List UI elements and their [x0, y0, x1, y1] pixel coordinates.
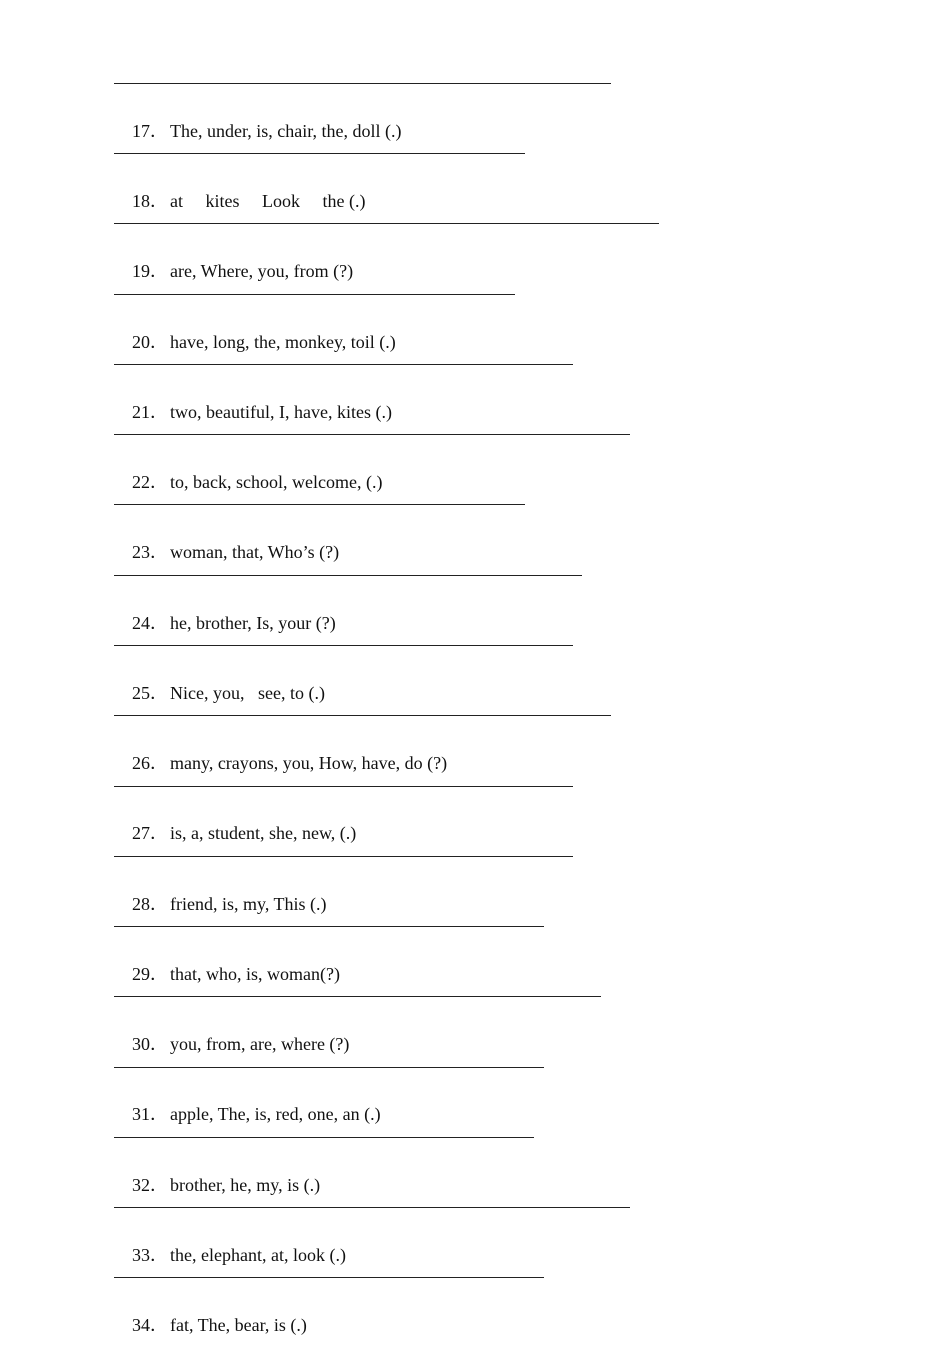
question-prompt: Nice, you, see, to (.) — [170, 683, 325, 703]
answer-line-26[interactable] — [114, 786, 573, 787]
answer-line-33[interactable] — [114, 1277, 544, 1278]
question-prompt: you, from, are, where (?) — [170, 1034, 350, 1054]
question-prompt: apple, The, is, red, one, an (.) — [170, 1104, 381, 1124]
question-number: 29． — [132, 964, 168, 984]
question-number: 21． — [132, 402, 168, 422]
answer-line[interactable] — [114, 83, 611, 84]
question-prompt: is, a, student, she, new, (.) — [170, 823, 357, 843]
answer-line-28[interactable] — [114, 926, 544, 927]
question-prompt: friend, is, my, This (.) — [170, 894, 327, 914]
question-number: 20． — [132, 332, 168, 352]
question-prompt: have, long, the, monkey, toil (.) — [170, 332, 396, 352]
answer-line-18[interactable] — [114, 223, 659, 224]
question-prompt: that, who, is, woman(?) — [170, 964, 340, 984]
question-17 — [114, 98, 402, 164]
question-18 — [114, 168, 365, 234]
answer-line-31[interactable] — [114, 1137, 534, 1138]
question-number: 27． — [132, 823, 168, 843]
question-34 — [114, 1292, 307, 1358]
question-number: 23． — [132, 542, 168, 562]
question-32 — [114, 1152, 320, 1218]
answer-line-17[interactable] — [114, 153, 525, 154]
answer-line-30[interactable] — [114, 1067, 544, 1068]
answer-line-20[interactable] — [114, 364, 573, 365]
question-prompt: the, elephant, at, look (.) — [170, 1245, 346, 1265]
question-number: 18． — [132, 191, 168, 211]
question-33 — [114, 1222, 346, 1288]
question-24 — [114, 590, 336, 656]
question-number: 22． — [132, 472, 168, 492]
question-number: 17． — [132, 121, 168, 141]
question-number: 28． — [132, 894, 168, 914]
answer-line-24[interactable] — [114, 645, 573, 646]
question-number: 32． — [132, 1175, 168, 1195]
question-prompt: at kites Look the (.) — [170, 191, 366, 211]
answer-line-29[interactable] — [114, 996, 601, 997]
question-number: 25． — [132, 683, 168, 703]
question-prompt: woman, that, Who’s (?) — [170, 542, 340, 562]
question-20 — [114, 309, 396, 375]
question-number: 33． — [132, 1245, 168, 1265]
question-28 — [114, 871, 326, 937]
question-prompt: The, under, is, chair, the, doll (.) — [170, 121, 402, 141]
question-prompt: brother, he, my, is (.) — [170, 1175, 321, 1195]
answer-line-22[interactable] — [114, 504, 525, 505]
question-prompt: fat, The, bear, is (.) — [170, 1315, 307, 1335]
question-22 — [114, 449, 382, 515]
question-number: 19． — [132, 261, 168, 281]
question-prompt: many, crayons, you, How, have, do (?) — [170, 753, 448, 773]
answer-line-25[interactable] — [114, 715, 611, 716]
answer-line-21[interactable] — [114, 434, 630, 435]
answer-line-23[interactable] — [114, 575, 582, 576]
question-prompt: are, Where, you, from (?) — [170, 261, 354, 281]
question-prompt: he, brother, Is, your (?) — [170, 613, 336, 633]
answer-line-19[interactable] — [114, 294, 515, 295]
question-29 — [114, 941, 340, 1007]
question-number: 34． — [132, 1315, 168, 1335]
question-prompt: to, back, school, welcome, (.) — [170, 472, 383, 492]
answer-line-32[interactable] — [114, 1207, 630, 1208]
question-number: 30． — [132, 1034, 168, 1054]
question-21 — [114, 379, 392, 445]
question-number: 31． — [132, 1104, 168, 1124]
question-prompt: two, beautiful, I, have, kites (.) — [170, 402, 392, 422]
question-25 — [114, 660, 325, 726]
answer-line-27[interactable] — [114, 856, 573, 857]
question-number: 26． — [132, 753, 168, 773]
question-number: 24． — [132, 613, 168, 633]
